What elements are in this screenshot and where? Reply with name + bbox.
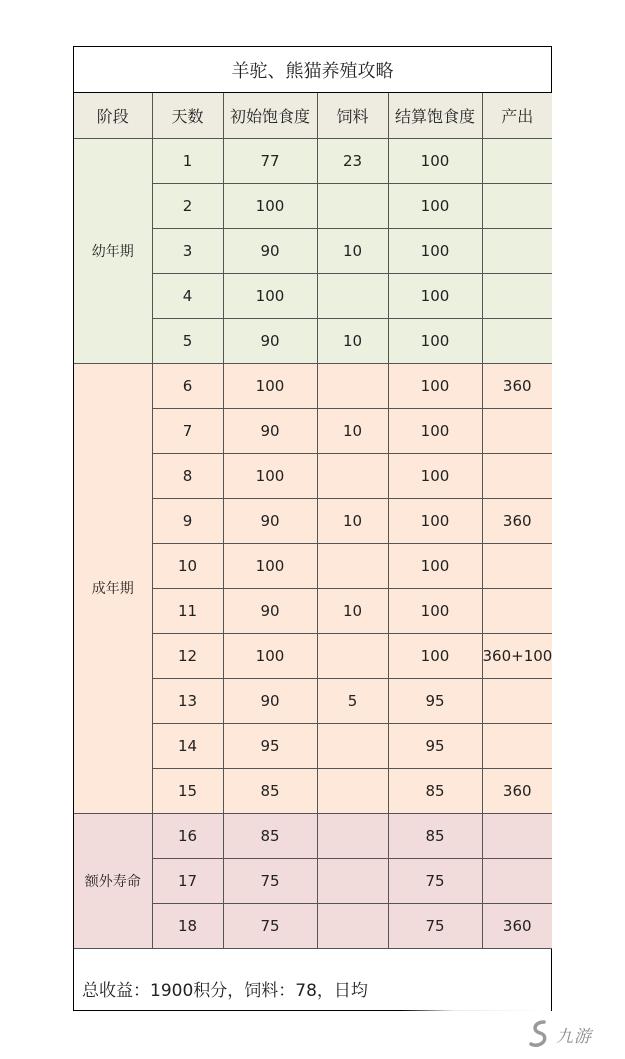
- summary-text: 总收益：1900积分，饲料：78，日均: [82, 980, 368, 1001]
- final-satiety-cell: 100: [388, 363, 482, 408]
- initial-satiety-cell: 90: [223, 498, 317, 543]
- output-cell: [482, 408, 552, 453]
- table-title: 羊驼、熊猫养殖攻略: [74, 47, 551, 93]
- initial-satiety-cell: 100: [223, 183, 317, 228]
- output-cell: [482, 273, 552, 318]
- strategy-table-sheet: [73, 46, 552, 1011]
- initial-satiety-cell: 75: [223, 903, 317, 948]
- header-day: 天数: [152, 93, 223, 138]
- initial-satiety-cell: 75: [223, 858, 317, 903]
- feed-cell: 10: [317, 408, 388, 453]
- day-cell: 17: [152, 858, 223, 903]
- day-cell: 10: [152, 543, 223, 588]
- initial-satiety-cell: 100: [223, 543, 317, 588]
- feed-cell: [317, 273, 388, 318]
- final-satiety-cell: 75: [388, 903, 482, 948]
- day-cell: 3: [152, 228, 223, 273]
- initial-satiety-cell: 77: [223, 138, 317, 183]
- final-satiety-cell: 100: [388, 273, 482, 318]
- day-cell: 9: [152, 498, 223, 543]
- feed-cell: [317, 543, 388, 588]
- output-cell: [482, 138, 552, 183]
- final-satiety-cell: 95: [388, 678, 482, 723]
- output-cell: [482, 678, 552, 723]
- feed-cell: [317, 723, 388, 768]
- feed-cell: [317, 813, 388, 858]
- feed-cell: [317, 633, 388, 678]
- initial-satiety-cell: 100: [223, 633, 317, 678]
- day-cell: 14: [152, 723, 223, 768]
- output-cell: [482, 228, 552, 273]
- output-cell: [482, 318, 552, 363]
- final-satiety-cell: 100: [388, 453, 482, 498]
- header-initial-satiety: 初始饱食度: [223, 93, 317, 138]
- initial-satiety-cell: 90: [223, 588, 317, 633]
- day-cell: 7: [152, 408, 223, 453]
- day-cell: 4: [152, 273, 223, 318]
- initial-satiety-cell: 100: [223, 453, 317, 498]
- table-row: [74, 138, 552, 183]
- day-cell: 1: [152, 138, 223, 183]
- nine-game-logo-icon: [528, 1019, 554, 1049]
- day-cell: 8: [152, 453, 223, 498]
- final-satiety-cell: 100: [388, 633, 482, 678]
- final-satiety-cell: 95: [388, 723, 482, 768]
- initial-satiety-cell: 85: [223, 813, 317, 858]
- initial-satiety-cell: 100: [223, 363, 317, 408]
- feed-cell: 10: [317, 588, 388, 633]
- output-cell: [482, 183, 552, 228]
- day-cell: 15: [152, 768, 223, 813]
- feed-cell: [317, 768, 388, 813]
- initial-satiety-cell: 90: [223, 678, 317, 723]
- stage-cell: 成年期: [74, 363, 152, 813]
- final-satiety-cell: 100: [388, 498, 482, 543]
- header-final-satiety: 结算饱食度: [388, 93, 482, 138]
- output-cell: 360: [482, 903, 552, 948]
- feed-cell: [317, 903, 388, 948]
- feed-cell: [317, 453, 388, 498]
- feed-cell: [317, 858, 388, 903]
- day-cell: 16: [152, 813, 223, 858]
- output-cell: [482, 543, 552, 588]
- feed-cell: 23: [317, 138, 388, 183]
- stage-cell: 幼年期: [74, 138, 152, 363]
- feed-cell: [317, 183, 388, 228]
- day-cell: 2: [152, 183, 223, 228]
- day-cell: 5: [152, 318, 223, 363]
- final-satiety-cell: 100: [388, 318, 482, 363]
- header-stage: 阶段: [74, 93, 152, 138]
- output-cell: 360+100: [482, 633, 552, 678]
- feed-cell: 10: [317, 228, 388, 273]
- day-cell: 12: [152, 633, 223, 678]
- feed-cell: [317, 363, 388, 408]
- watermark-fade: [401, 965, 551, 1011]
- initial-satiety-cell: 90: [223, 228, 317, 273]
- header-feed: 饲料: [317, 93, 388, 138]
- header-row: [74, 93, 552, 138]
- day-cell: 13: [152, 678, 223, 723]
- output-cell: [482, 723, 552, 768]
- breeding-table: [74, 93, 552, 949]
- output-cell: [482, 813, 552, 858]
- final-satiety-cell: 100: [388, 588, 482, 633]
- feed-cell: 10: [317, 498, 388, 543]
- final-satiety-cell: 100: [388, 138, 482, 183]
- table-row: [74, 363, 552, 408]
- output-cell: 360: [482, 498, 552, 543]
- initial-satiety-cell: 100: [223, 273, 317, 318]
- final-satiety-cell: 85: [388, 813, 482, 858]
- initial-satiety-cell: 95: [223, 723, 317, 768]
- output-cell: [482, 453, 552, 498]
- initial-satiety-cell: 90: [223, 318, 317, 363]
- output-cell: [482, 858, 552, 903]
- day-cell: 11: [152, 588, 223, 633]
- feed-cell: 5: [317, 678, 388, 723]
- output-cell: [482, 588, 552, 633]
- watermark-logo: [528, 1012, 624, 1056]
- initial-satiety-cell: 90: [223, 408, 317, 453]
- watermark-text: 九游: [556, 1026, 592, 1047]
- final-satiety-cell: 100: [388, 543, 482, 588]
- final-satiety-cell: 100: [388, 228, 482, 273]
- header-output: 产出: [482, 93, 552, 138]
- final-satiety-cell: 100: [388, 183, 482, 228]
- initial-satiety-cell: 85: [223, 768, 317, 813]
- table-row: [74, 813, 552, 858]
- final-satiety-cell: 100: [388, 408, 482, 453]
- output-cell: 360: [482, 768, 552, 813]
- day-cell: 18: [152, 903, 223, 948]
- feed-cell: 10: [317, 318, 388, 363]
- final-satiety-cell: 85: [388, 768, 482, 813]
- day-cell: 6: [152, 363, 223, 408]
- summary-footer: [74, 965, 551, 1011]
- output-cell: 360: [482, 363, 552, 408]
- stage-cell: 额外寿命: [74, 813, 152, 948]
- final-satiety-cell: 75: [388, 858, 482, 903]
